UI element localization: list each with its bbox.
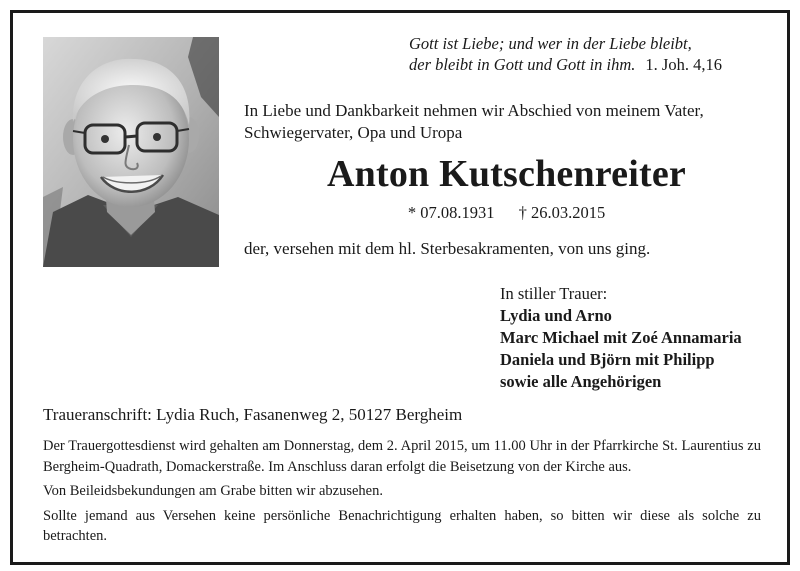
birth-date: * 07.08.1931 — [407, 203, 495, 222]
portrait-image — [43, 37, 219, 267]
service-information — [43, 436, 761, 551]
mourning-address: Traueranschrift: Lydia Ruch, Fasanenweg 2, 50127 Bergheim — [43, 405, 463, 424]
verse-line-2 — [409, 54, 722, 75]
notification-paragraph: Sollte jemand aus Versehen keine persönliche Benachrichtigung erhalten haben, so bitten wir diese als solche zu betrachten. — [43, 507, 761, 544]
sacraments-line: der, versehen mit dem hl. Sterbesakramenten, von uns ging. — [244, 239, 651, 258]
deceased-name: Anton Kutschenreiter — [327, 153, 686, 195]
intro-line-1: In Liebe und Dankbarkeit nehmen wir Abschied von meinem Vater, — [244, 101, 704, 120]
condolence-paragraph: Von Beileidsbekundungen am Grabe bitten wir abzusehen. — [43, 483, 383, 499]
mourner-name: Lydia und Arno — [500, 306, 612, 325]
mourners-block — [500, 283, 742, 393]
intro-line-2: Schwiegervater, Opa und Uropa — [244, 123, 463, 142]
bible-verse — [409, 33, 722, 75]
portrait-photo — [43, 37, 219, 267]
verse-line-1: Gott ist Liebe; und wer in der Liebe bleibt, — [409, 34, 692, 53]
mourners-heading: In stiller Trauer: — [500, 284, 608, 303]
life-dates — [244, 203, 769, 223]
mourner-name: Daniela und Björn mit Philipp — [500, 350, 715, 369]
service-paragraph: Der Trauergottesdienst wird gehalten am Donnerstag, dem 2. April 2015, um 11.00 Uhr in der Pfarrkirche St. Laurentius zu Bergheim-Quadrath, Domackerstraße. Im Anschluss daran erfolgt die Beisetzung von der Kirche aus. — [43, 438, 761, 475]
obituary-notice — [10, 10, 790, 565]
verse-line-2-text: der bleibt in Gott und Gott in ihm. — [409, 55, 636, 74]
death-date: † 26.03.2015 — [518, 203, 606, 222]
verse-reference: 1. Joh. 4,16 — [645, 55, 722, 74]
farewell-intro — [244, 100, 704, 144]
mourner-name: sowie alle Angehörigen — [500, 372, 662, 391]
mourner-name: Marc Michael mit Zoé Annamaria — [500, 328, 742, 347]
